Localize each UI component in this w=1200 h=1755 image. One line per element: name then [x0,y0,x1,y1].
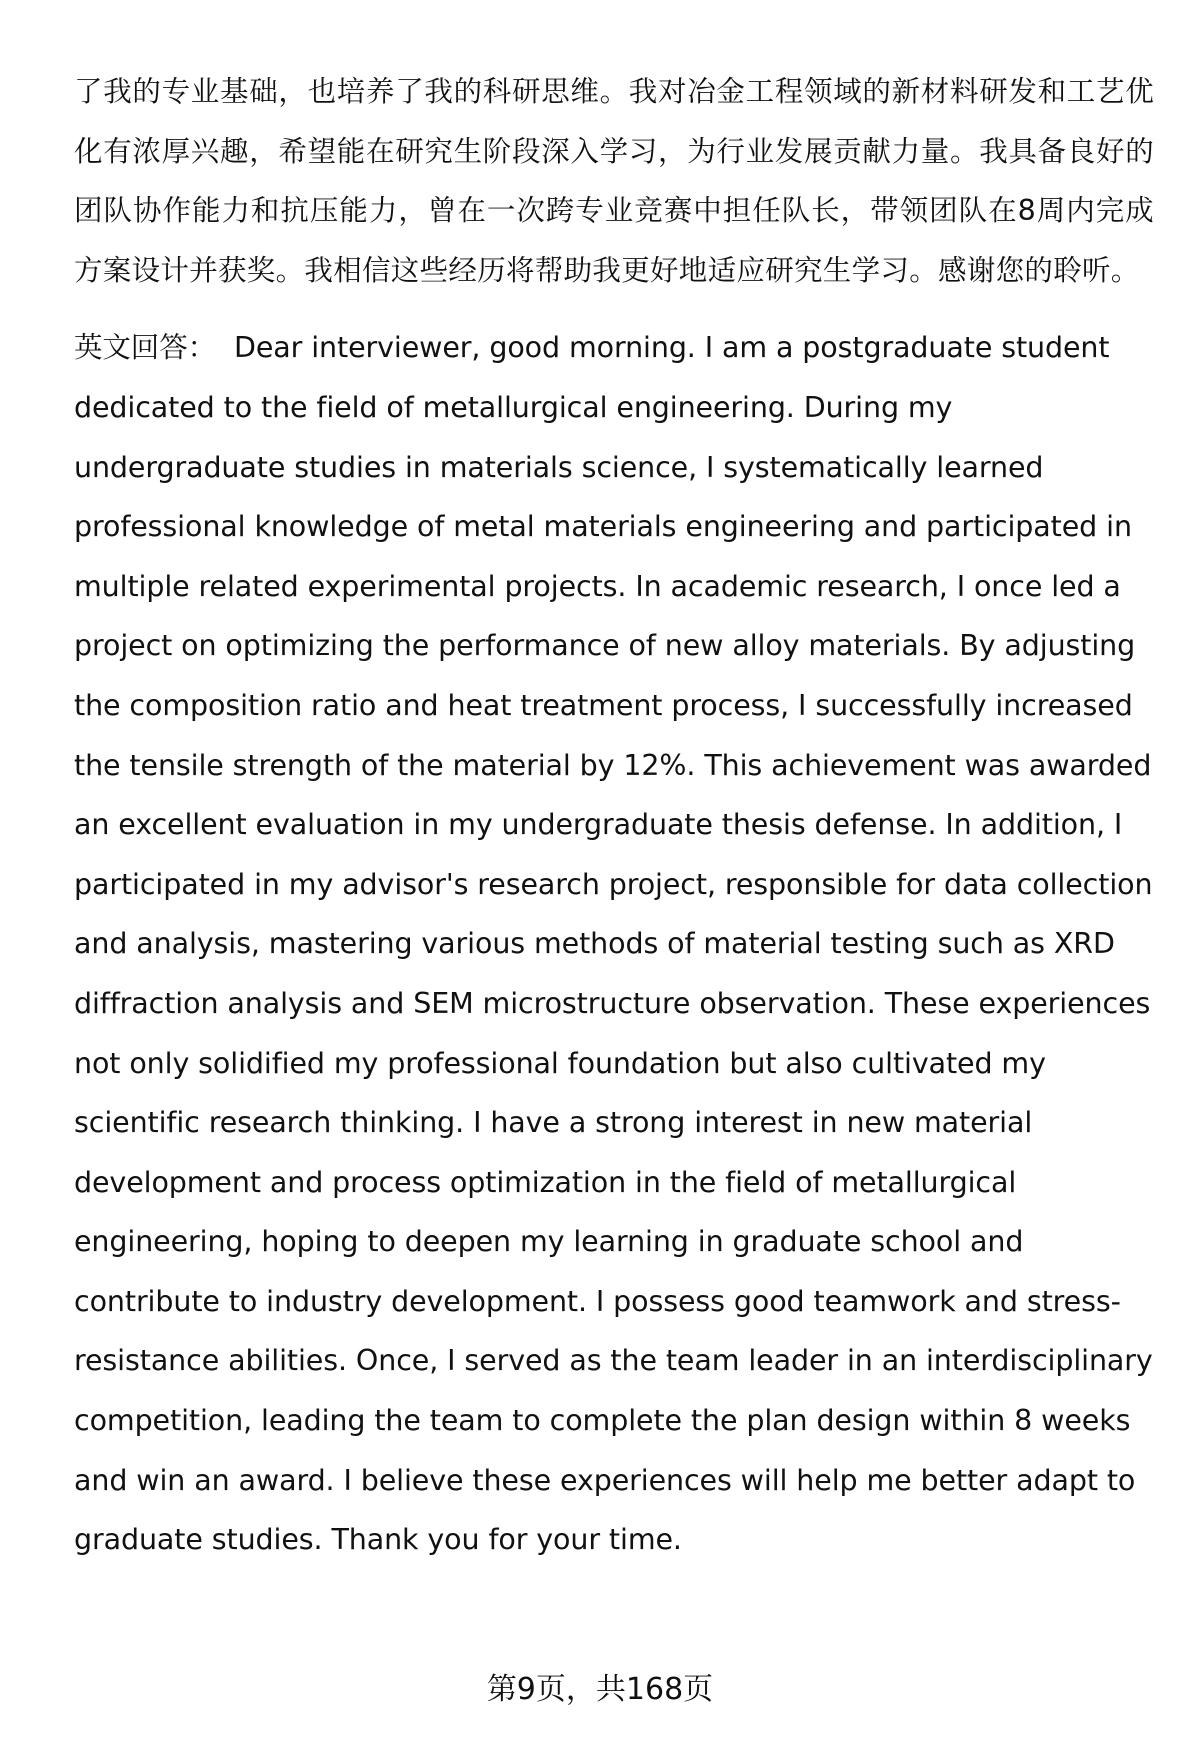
page-number-footer: 第9页，共168页 [486,1672,714,1707]
english-answer-text: Dear interviewer, good morning. I am a postgraduate student dedicated to the field of metallurgical engineering. During my undergraduate studies in materials science, I systematically learned professional knowledge of metal materials engineering and participated in multiple related experimental projects. In academic research, I once led a project on optimizing the performance of new alloy materials. By adjusting the composition ratio and heat treatment process, I successfully increased the tensile strength of the material by 12%. This achievement was awarded an excellent evaluation in my undergraduate thesis defense. In addition, I participated in my advisor's research project, responsible for data collection and analysis, mastering various methods of material testing such as XRD diffraction analysis and SEM microstructure observation. These experiences not only solidified my professional foundation but also cultivated my scientific research thinking. I have a strong interest in new material development and process optimization in the field of metallurgical engineering, hoping to deepen my learning in graduate school and contribute to industry development. I possess good teamwork and stress-resistance abilities. Once, I served as the team leader in an interdisciplinary competition, leading the team to complete the plan design within 8 weeks and win an award. I believe these experiences will help me better adapt to graduate studies. Thank you for your time. [74,331,1153,1557]
document-body [74,62,1154,1570]
english-answer-label: 英文回答： [74,331,217,365]
english-answer-paragraph [74,318,1154,1569]
chinese-answer-paragraph: 了我的专业基础，也培养了我的科研思维。我对冶金工程领域的新材料研发和工艺优化有浓厚兴趣，希望能在研究生阶段深入学习，为行业发展贡献力量。我具备良好的团队协作能力和抗压能力，曾在一次跨专业竞赛中担任队长，带领团队在8周内完成方案设计并获奖。我相信这些经历将帮助我更好地适应研究生学习。感谢您的聆听。 [74,75,1154,287]
